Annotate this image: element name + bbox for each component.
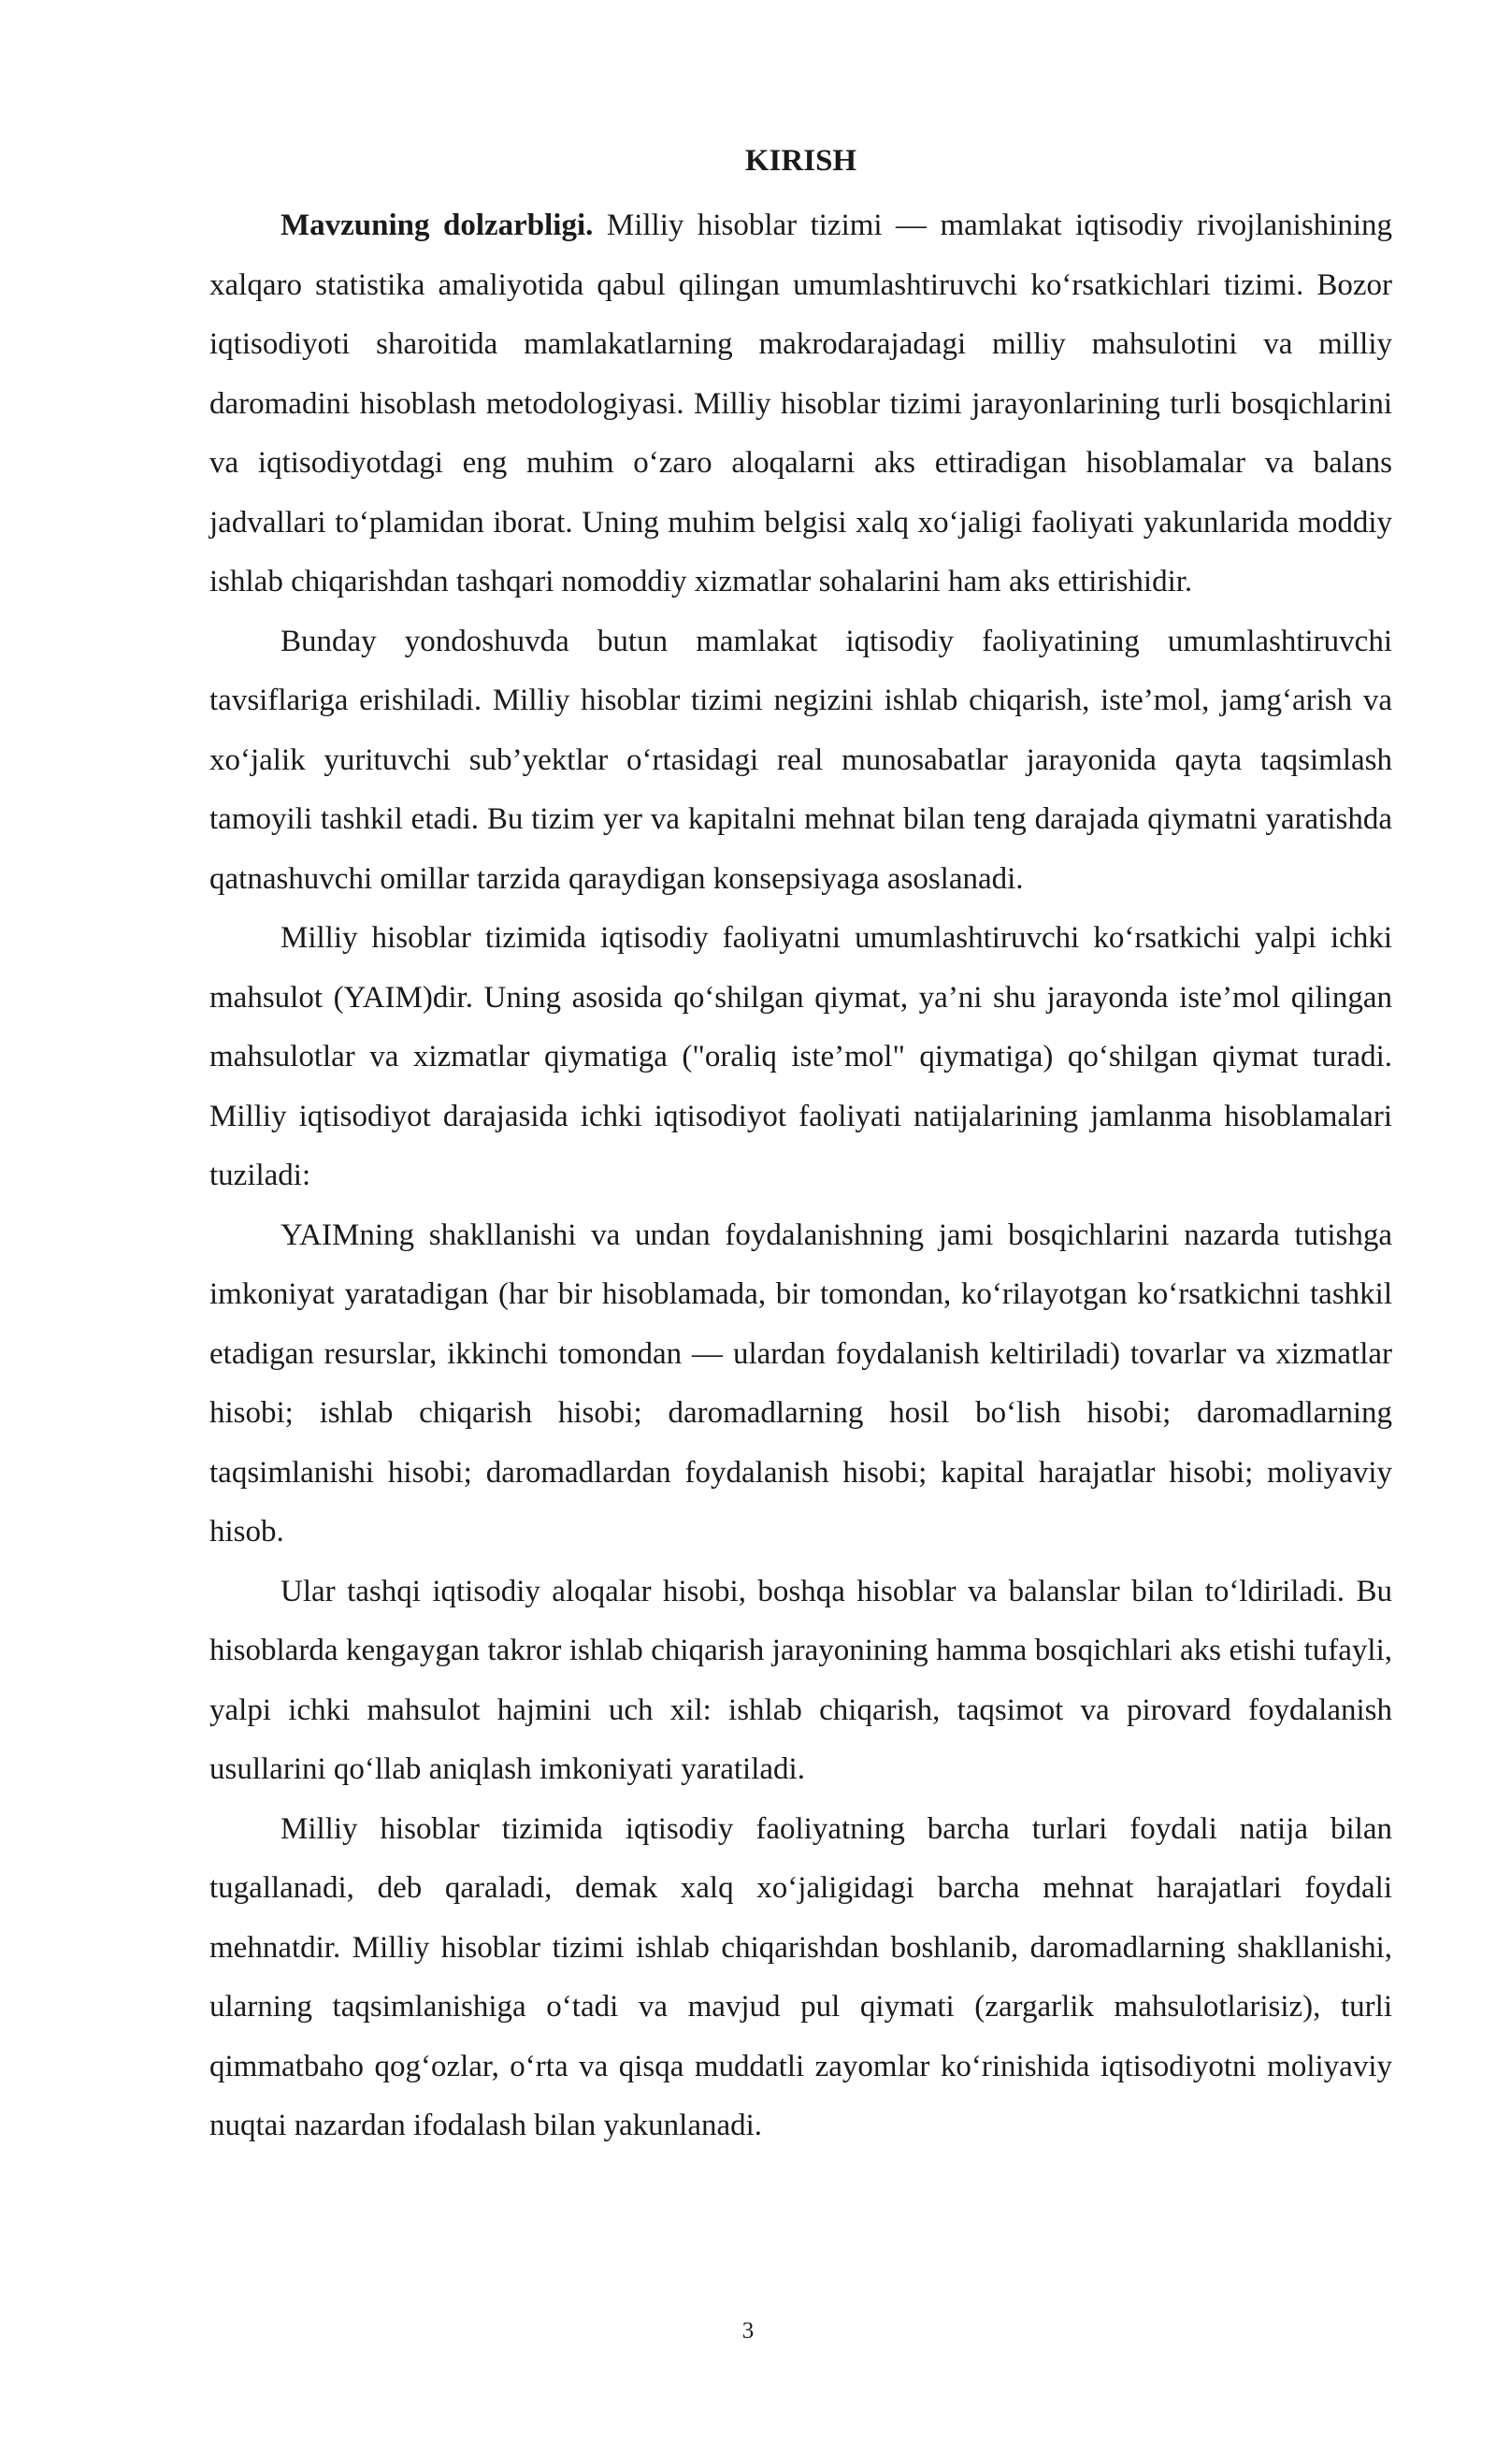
paragraph: Milliy hisoblar tizimida iqtisodiy faoliyatning barcha turlari foydali natija bilan tugallanadi, deb qaraladi, demak xalq xoʻjaligidagi barcha mehnat harajatlari foydali mehnatdir. Milliy hisoblar tizimi ishlab chiqarishdan boshlanib, daromadlarning shakllanishi, ularning taqsimlanishiga oʻtadi va mavjud pul qiymati (zargarlik mahsulotlarisiz), turli qimmatbaho qogʻozlar, oʻrta va qisqa muddatli zayomlar koʻrinishida iqtisodiyotni moliyaviy nuqtai nazardan ifodalash bilan yakunlanadi. xyxy=(209,1811,1392,2142)
paragraph-relevance xyxy=(209,196,1392,612)
page-number: 3 xyxy=(741,2318,755,2343)
document-body xyxy=(209,138,1392,2156)
paragraph: Milliy hisoblar tizimida iqtisodiy faoliyatni umumlashtiruvchi koʻrsatkichi yalpi ichki mahsulot (YAIM)dir. Uning asosida qoʻshilgan qiymat, ya’ni shu jarayonda iste’mol qilingan mahsulotlar va xizmatlar qiymatiga ("oraliq iste’mol" qiymatiga) qoʻshilgan qiymat turadi. Milliy iqtisodiyot darajasida ichki iqtisodiyot faoliyati natijalarining jamlanma hisoblamalari tuziladi: xyxy=(209,921,1392,1192)
paragraph: YAIMning shakllanishi va undan foydalanishning jami bosqichlarini nazarda tutishga imkoniyat yaratadigan (har bir hisoblamada, bir tomondan, koʻrilayotgan koʻrsatkichni tashkil etadigan resurslar, ikkinchi tomondan — ulardan foydalanish keltiriladi) tovarlar va xizmatlar hisobi; ishlab chiqarish hisobi; daromadlarning hosil boʻlish hisobi; daromadlarning taqsimlanishi hisobi; daromadlardan foydalanish hisobi; kapital harajatlar hisobi; moliyaviy hisob. xyxy=(209,1218,1392,1549)
page-title: KIRISH xyxy=(744,144,857,178)
paragraph-text: Milliy hisoblar tizimi — mamlakat iqtisodiy rivojlanishining xalqaro statistika amaliyotida qabul qilingan umumlashtiruvchi koʻrsatkichlari tizimi. Bozor iqtisodiyoti sharoitida mamlakatlarning makrodarajadagi milliy mahsulotini va milliy daromadini hisoblash metodologiyasi. Milliy hisoblar tizimi jarayonlarining turli bosqichlarini va iqtisodiyotdagi eng muhim oʻzaro aloqalarni aks ettiradigan hisoblamalar va balans jadvallari toʻplamidan iborat. Uning muhim belgisi xalq xoʻjaligi faoliyati yakunlarida moddiy ishlab chiqarishdan tashqari nomoddiy xizmatlar sohalarini ham aks ettirishidir. xyxy=(209,209,1392,598)
paragraph: Ular tashqi iqtisodiy aloqalar hisobi, boshqa hisoblar va balanslar bilan toʻldiriladi. Bu hisoblarda kengaygan takror ishlab chiqarish jarayonining hamma bosqichlari aks etishi tufayli, yalpi ichki mahsulot hajmini uch xil: ishlab chiqarish, taqsimot va pirovard foydalanish usullarini qoʻllab aniqlash imkoniyati yaratiladi. xyxy=(209,1574,1392,1786)
paragraph: Bunday yondoshuvda butun mamlakat iqtisodiy faoliyatining umumlashtiruvchi tavsiflariga erishiladi. Milliy hisoblar tizimi negizini ishlab chiqarish, iste’mol, jamgʻarish va xoʻjalik yurituvchi sub’yektlar oʻrtasidagi real munosabatlar jarayonida qayta taqsimlash tamoyili tashkil etadi. Bu tizim yer va kapitalni mehnat bilan teng darajada qiymatni yaratishda qatnashuvchi omillar tarzida qaraydigan konsepsiyaga asoslanadi. xyxy=(209,624,1392,896)
paragraph-lead: Mavzuning dolzarbligi. xyxy=(280,209,594,242)
